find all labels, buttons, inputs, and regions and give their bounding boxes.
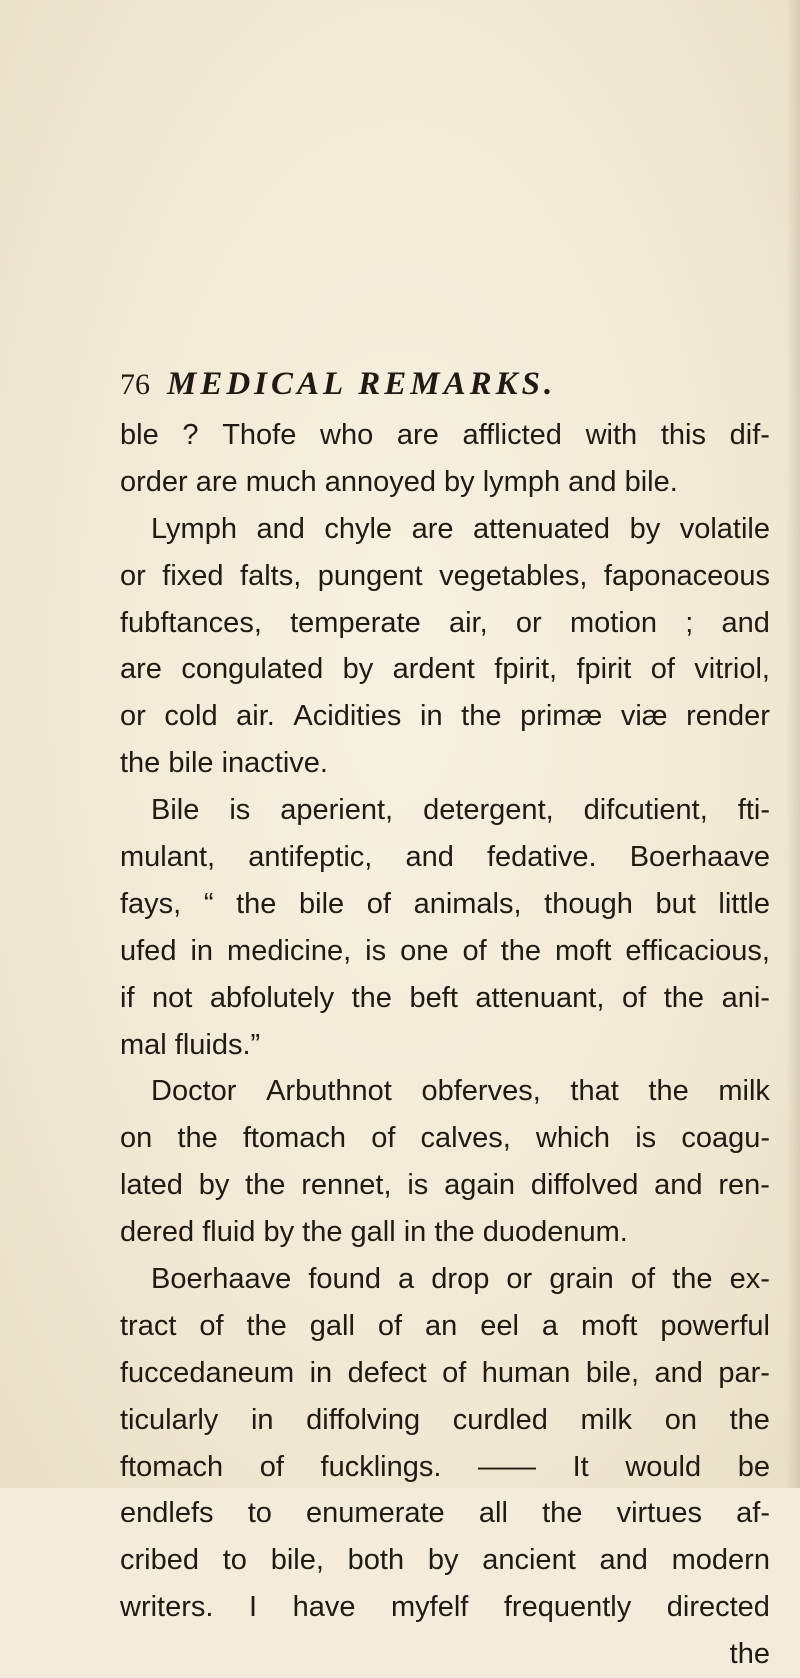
text-line: Doctor Arbuthnot obferves, that the milk bbox=[151, 1075, 770, 1108]
page-header bbox=[120, 368, 760, 408]
text-line: Boerhaave found a drop or grain of the ex- bbox=[151, 1263, 770, 1296]
text-line: are congulated by ardent fpirit, fpirit of vitriol, bbox=[120, 653, 770, 686]
text-line: on the ftomach of calves, which is coagu- bbox=[120, 1122, 770, 1155]
text-line: writers. I have myfelf frequently directed bbox=[120, 1591, 770, 1624]
text-line: ticularly in diffolving curdled milk on the bbox=[120, 1403, 770, 1436]
text-line: the bile inactive. bbox=[120, 747, 328, 780]
text-line: or cold air. Acidities in the primæ viæ render bbox=[120, 700, 770, 733]
body-text bbox=[120, 412, 770, 1678]
text-line: ble ? Thofe who are afflicted with this dif- bbox=[120, 419, 770, 451]
page-number: 76 bbox=[120, 368, 150, 401]
page-edge-shadow bbox=[786, 0, 800, 1488]
text-line: Lymph and chyle are attenuated by volatile bbox=[151, 512, 770, 545]
running-head: MEDICAL REMARKS. bbox=[167, 366, 557, 402]
text-line: ufed in medicine, is one of the moft efficacious, bbox=[120, 934, 770, 967]
text-line: if not abfolutely the beft attenuant, of the ani- bbox=[120, 981, 770, 1014]
text-line: ftomach of fucklings. —— It would be bbox=[120, 1450, 770, 1483]
text-line: fays, “ the bile of animals, though but little bbox=[120, 887, 770, 920]
text-line: dered fluid by the gall in the duodenum. bbox=[120, 1216, 628, 1249]
catchword: the bbox=[729, 1638, 770, 1671]
text-line: or fixed falts, pungent vegetables, faponaceous bbox=[120, 559, 770, 592]
text-line: order are much annoyed by lymph and bile. bbox=[120, 465, 678, 498]
text-line: fubftances, temperate air, or motion ; and bbox=[120, 606, 770, 639]
text-line: Bile is aperient, detergent, difcutient, fti- bbox=[151, 794, 770, 827]
text-line: cribed to bile, both by ancient and modern bbox=[120, 1544, 770, 1577]
text-line: endlefs to enumerate all the virtues af- bbox=[120, 1497, 770, 1530]
text-line: mulant, antifeptic, and fedative. Boerhaave bbox=[120, 841, 770, 874]
text-line: mal fluids.” bbox=[120, 1028, 261, 1061]
text-line: tract of the gall of an eel a moft powerful bbox=[120, 1309, 770, 1342]
text-line: fuccedaneum in defect of human bile, and par- bbox=[120, 1356, 770, 1389]
text-line: lated by the rennet, is again diffolved and ren- bbox=[120, 1169, 770, 1202]
